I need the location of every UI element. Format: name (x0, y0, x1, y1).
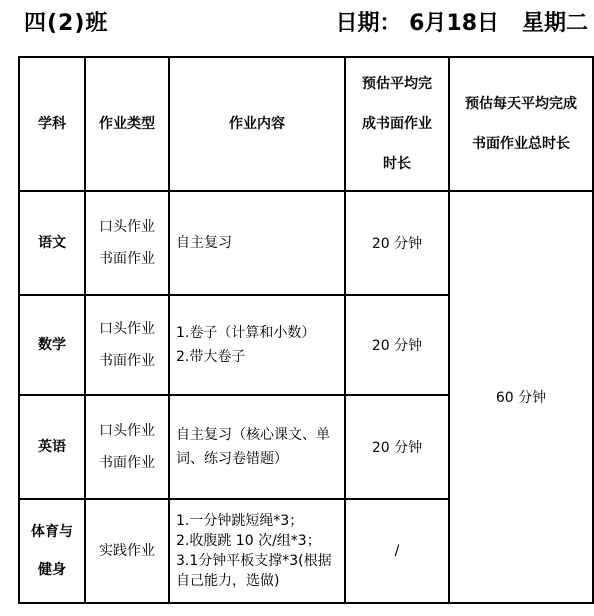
content-line: 自主复习（核心课文、单 (176, 427, 330, 443)
date-label: 日期： 6月18日 星期二 (335, 11, 588, 36)
header-total-line: 预估每天平均完成 (465, 96, 577, 112)
type-label: 口头作业 (99, 321, 155, 337)
type-label: 口头作业 (99, 219, 155, 235)
class-title: 四(2)班 (24, 11, 109, 36)
header-duration-line: 预估平均完 (362, 76, 432, 92)
header-duration (345, 57, 449, 191)
content-cell (169, 295, 345, 395)
duration-cell: 20 分钟 (345, 395, 449, 499)
header-type: 作业类型 (85, 57, 169, 191)
header-total (449, 57, 593, 191)
subject-label: 体育与 (31, 524, 73, 540)
content-line: 2.带大卷子 (176, 349, 246, 365)
type-label: 口头作业 (99, 423, 155, 439)
content-line: 自己能力，选做) (176, 573, 280, 589)
subject-label: 数学 (38, 337, 66, 353)
content-line: 自主复习 (176, 235, 232, 251)
type-cell (85, 499, 169, 603)
header-subject: 学科 (19, 57, 85, 191)
duration-cell: 20 分钟 (345, 295, 449, 395)
subject-cell (19, 395, 85, 499)
subject-label: 健身 (38, 562, 66, 578)
type-label: 书面作业 (99, 251, 155, 267)
table-header-row (19, 57, 593, 191)
duration-cell: / (345, 499, 449, 603)
type-label: 书面作业 (99, 455, 155, 471)
subject-label: 语文 (38, 235, 66, 251)
type-cell (85, 295, 169, 395)
subject-label: 英语 (38, 439, 66, 455)
content-line: 2.收腹跳 10 次/组*3； (176, 533, 321, 549)
content-cell (169, 499, 345, 603)
type-cell (85, 191, 169, 295)
homework-table (18, 56, 594, 604)
content-line: 3.1分钟平板支撑*3(根据 (176, 553, 332, 569)
header-content: 作业内容 (169, 57, 345, 191)
duration-cell: 20 分钟 (345, 191, 449, 295)
header-duration-line: 成书面作业 (362, 116, 432, 132)
subject-cell (19, 499, 85, 603)
type-label: 书面作业 (99, 353, 155, 369)
content-cell (169, 395, 345, 499)
header-total-line: 书面作业总时长 (472, 136, 570, 152)
content-cell (169, 191, 345, 295)
subject-cell (19, 191, 85, 295)
content-line: 词、练习卷错题） (176, 451, 288, 467)
type-label: 实践作业 (99, 543, 155, 559)
total-duration-cell: 60 分钟 (449, 191, 593, 603)
content-line: 1.一分钟跳短绳*3； (176, 513, 304, 529)
subject-cell (19, 295, 85, 395)
table-row (19, 191, 593, 295)
header-duration-line: 时长 (383, 156, 411, 172)
type-cell (85, 395, 169, 499)
content-line: 1.卷子（计算和小数） (176, 325, 316, 341)
